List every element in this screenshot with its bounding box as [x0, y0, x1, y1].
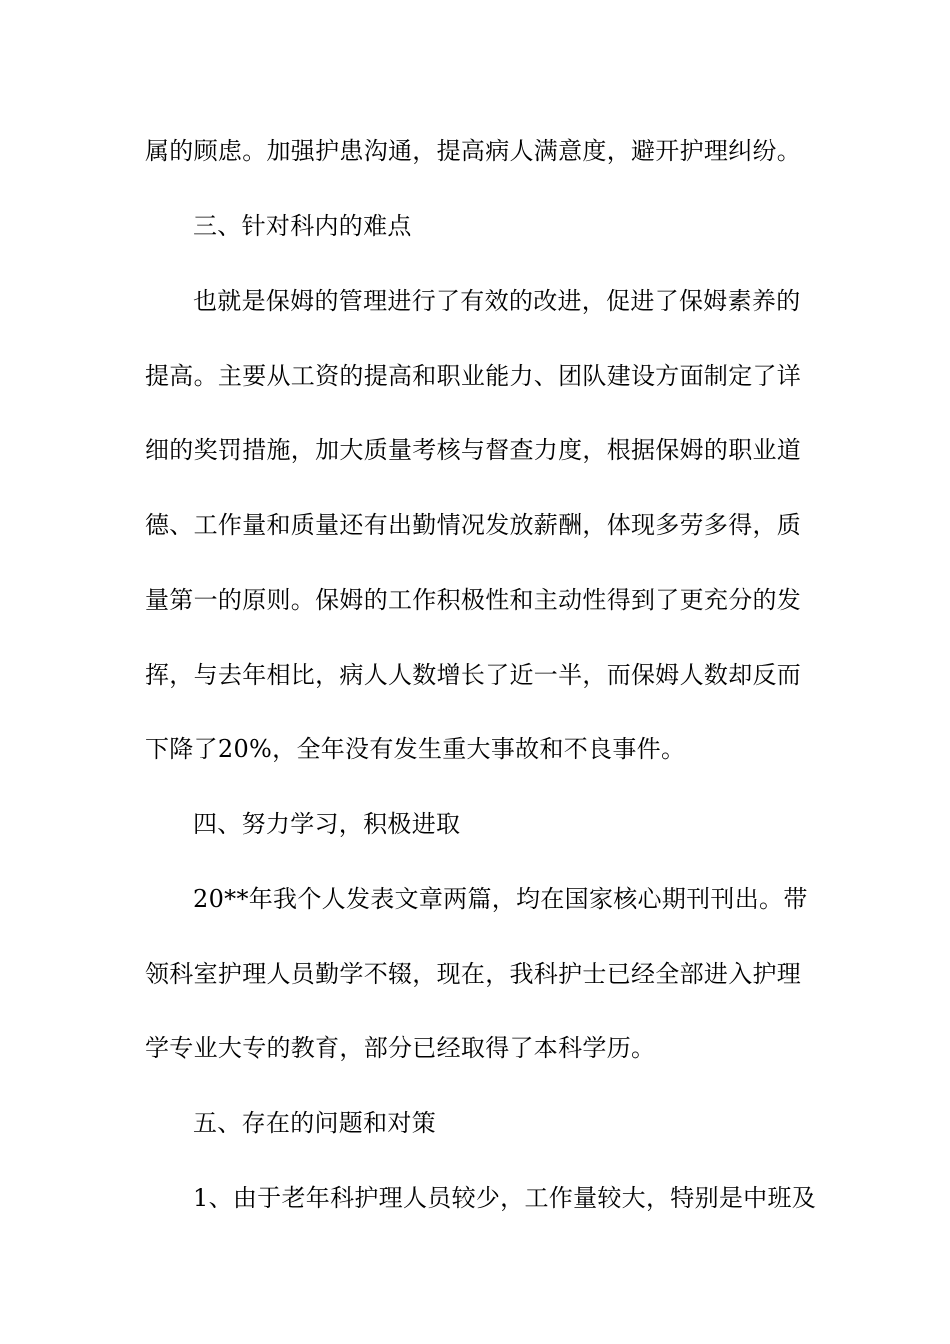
paragraph-line: 量第一的原则。保姆的工作积极性和主动性得到了更充分的发: [145, 586, 802, 614]
section-heading: 三、针对科内的难点: [193, 212, 412, 240]
paragraph-line: 细的奖罚措施，加大质量考核与督查力度，根据保姆的职业道: [145, 436, 802, 464]
paragraph-line: 德、工作量和质量还有出勤情况发放薪酬，体现多劳多得，质: [145, 511, 802, 539]
paragraph-line: 20**年我个人发表文章两篇，均在国家核心期刊刊出。带: [193, 885, 808, 913]
section-heading: 四、努力学习，积极进取: [193, 810, 461, 838]
paragraph-line: 学专业大专的教育，部分已经取得了本科学历。: [145, 1034, 656, 1062]
paragraph-line: 提高。主要从工资的提高和职业能力、团队建设方面制定了详: [145, 362, 802, 390]
section-heading: 五、存在的问题和对策: [193, 1109, 436, 1137]
paragraph-line: 下降了20%，全年没有发生重大事故和不良事件。: [145, 735, 686, 763]
paragraph-line: 1、由于老年科护理人员较少，工作量较大，特别是中班及: [193, 1184, 817, 1212]
paragraph-line: 属的顾虑。加强护患沟通，提高病人满意度，避开护理纠纷。: [145, 137, 802, 165]
paragraph-line: 领科室护理人员勤学不辍，现在，我科护士已经全部进入护理: [145, 960, 802, 988]
paragraph-line: 挥，与去年相比，病人人数增长了近一半，而保姆人数却反而: [145, 661, 802, 689]
paragraph-line: 也就是保姆的管理进行了有效的改进，促进了保姆素养的: [193, 287, 801, 315]
